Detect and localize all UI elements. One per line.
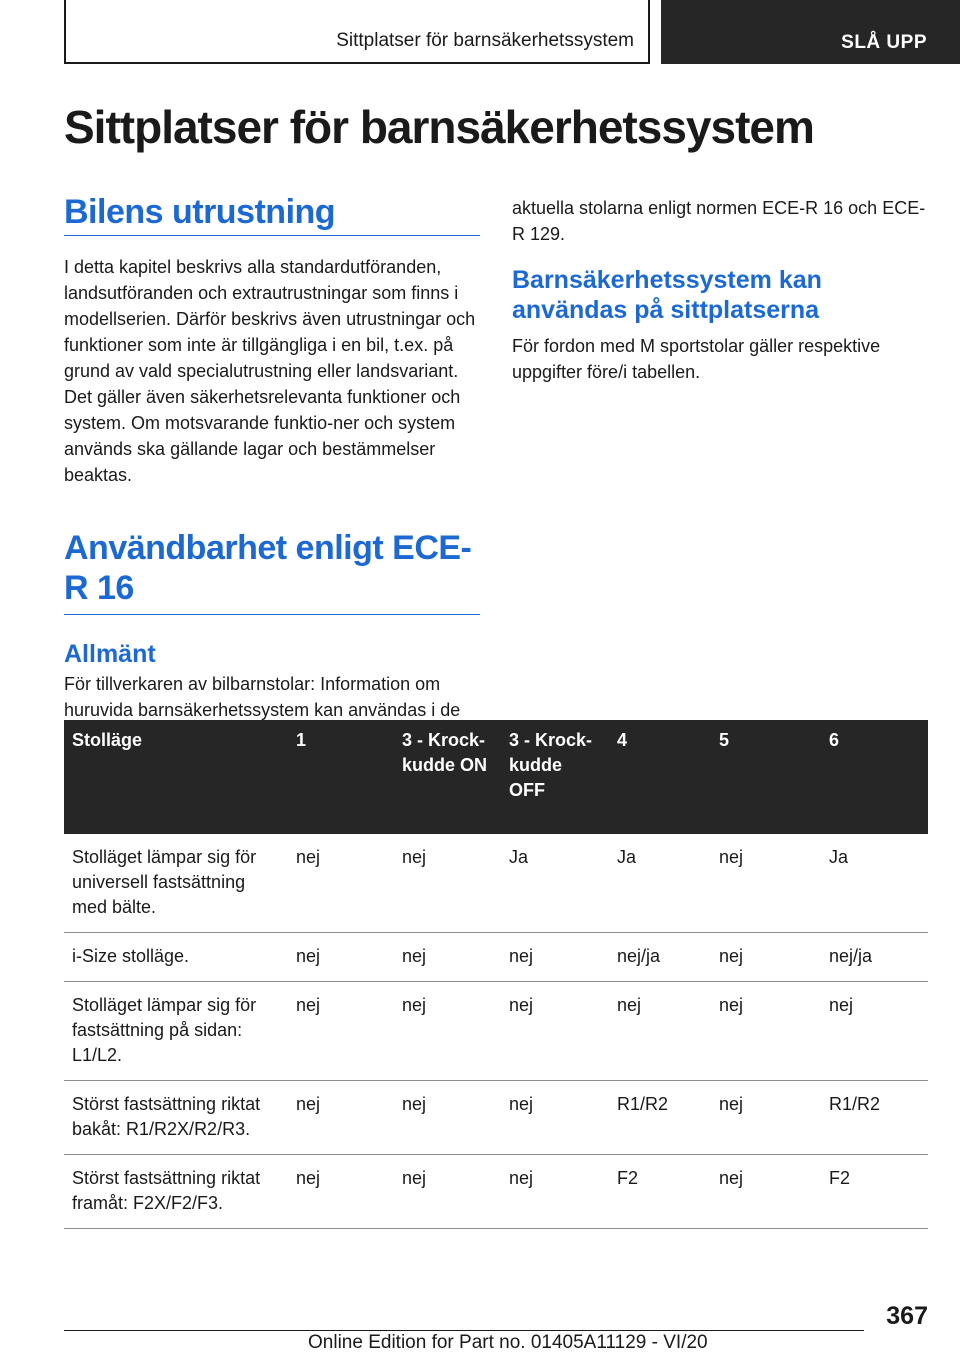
table-row xyxy=(64,933,928,982)
table-cell: F2 xyxy=(821,1155,928,1229)
header-cell: 1 xyxy=(288,720,394,834)
table-cell: R1/R2 xyxy=(609,1081,711,1155)
table-row xyxy=(64,982,928,1081)
skip-button[interactable] xyxy=(661,0,960,64)
edition-footer: Online Edition for Part no. 01405A11129 - VI/20 xyxy=(308,1332,708,1353)
table-row xyxy=(64,1155,928,1229)
usability-heading: Användbarhet enligt ECE-R 16 xyxy=(64,528,480,615)
table-cell: nej xyxy=(288,1155,394,1229)
table-cell: nej xyxy=(711,982,821,1081)
left-column xyxy=(64,192,480,723)
seats-heading: Barnsäkerhetssystem kan användas på sittplatserna xyxy=(512,266,822,324)
general-text: För tillverkaren av bilbarnstolar: Information om huruvida barnsäkerhetssystem kan användas i de xyxy=(64,674,461,720)
table-cell: nej xyxy=(394,1155,501,1229)
table-cell: nej xyxy=(711,1081,821,1155)
table-cell: nej xyxy=(394,982,501,1081)
table-cell: nej/ja xyxy=(821,933,928,982)
table-cell: nej xyxy=(501,1155,609,1229)
header-cell: 4 xyxy=(609,720,711,834)
table-cell: nej xyxy=(711,834,821,933)
seat-suitability-table xyxy=(64,720,928,1229)
table-cell: Ja xyxy=(821,834,928,933)
table-cell: nej xyxy=(501,933,609,982)
table-cell: Ja xyxy=(609,834,711,933)
header-cell: 3 - Krock-kudde OFF xyxy=(501,720,609,834)
skip-button-label: SLÅ UPP xyxy=(841,32,927,53)
table-cell: nej xyxy=(501,982,609,1081)
header-section-box xyxy=(64,0,650,64)
header-cell: 5 xyxy=(711,720,821,834)
table-cell: nej xyxy=(288,982,394,1081)
header-section-title: Sittplatser för barnsäkerhetssystem xyxy=(336,30,634,51)
table-cell: nej xyxy=(288,933,394,982)
table-cell: nej xyxy=(609,982,711,1081)
table-cell: R1/R2 xyxy=(821,1081,928,1155)
right-column xyxy=(512,195,928,385)
table-cell: nej xyxy=(288,1081,394,1155)
header-cell: 3 - Krock-kudde ON xyxy=(394,720,501,834)
table-cell: nej xyxy=(394,1081,501,1155)
table-cell: Stolläget lämpar sig för universell fastsättning med bälte. xyxy=(64,834,288,933)
general-heading: Allmänt xyxy=(64,640,156,668)
table-header-row xyxy=(64,720,928,834)
page-title: Sittplatser för barnsäkerhetssystem xyxy=(64,101,814,153)
header-cell: Stolläge xyxy=(64,720,288,834)
equipment-text: I detta kapitel beskrivs alla standardutföranden, landsutföranden och extrautrustningar som finns i modellserien. Därför beskrivs även utrustningar och funktioner som inte är tillgängliga i en bil, t.ex. på grund av vald specialutrustning eller landsvariant. Det gäller även säkerhetsrelevanta funktioner och system. Om motsvarande funktio‐ner och system används ska gällande lagar och bestämmelser beaktas. xyxy=(64,257,476,485)
table-cell: nej xyxy=(394,933,501,982)
footer-divider xyxy=(64,1330,864,1331)
table-cell: Ja xyxy=(501,834,609,933)
page-number: 367 xyxy=(886,1302,928,1330)
table-cell: F2 xyxy=(609,1155,711,1229)
table-cell: Störst fastsättning riktat framåt: F2X/F2/F3. xyxy=(64,1155,288,1229)
seats-text: För fordon med M sportstolar gäller respektive uppgifter före/i tabellen. xyxy=(512,336,881,382)
table-cell: Stolläget lämpar sig för fastsättning på sidan: L1/L2. xyxy=(64,982,288,1081)
table-cell: nej xyxy=(501,1081,609,1155)
continuation-text: aktuella stolarna enligt normen ECE-R 16 och ECE-R 129. xyxy=(512,198,926,244)
table-cell: nej xyxy=(711,933,821,982)
table-cell: nej/ja xyxy=(609,933,711,982)
equipment-heading: Bilens utrustning xyxy=(64,192,480,236)
table-cell: nej xyxy=(288,834,394,933)
table-cell: nej xyxy=(394,834,501,933)
table-row xyxy=(64,834,928,933)
table-row xyxy=(64,1081,928,1155)
table-cell: Störst fastsättning riktat bakåt: R1/R2X/R2/R3. xyxy=(64,1081,288,1155)
table-cell: i-Size stolläge. xyxy=(64,933,288,982)
table-cell: nej xyxy=(821,982,928,1081)
table-cell: nej xyxy=(711,1155,821,1229)
header-cell: 6 xyxy=(821,720,928,834)
